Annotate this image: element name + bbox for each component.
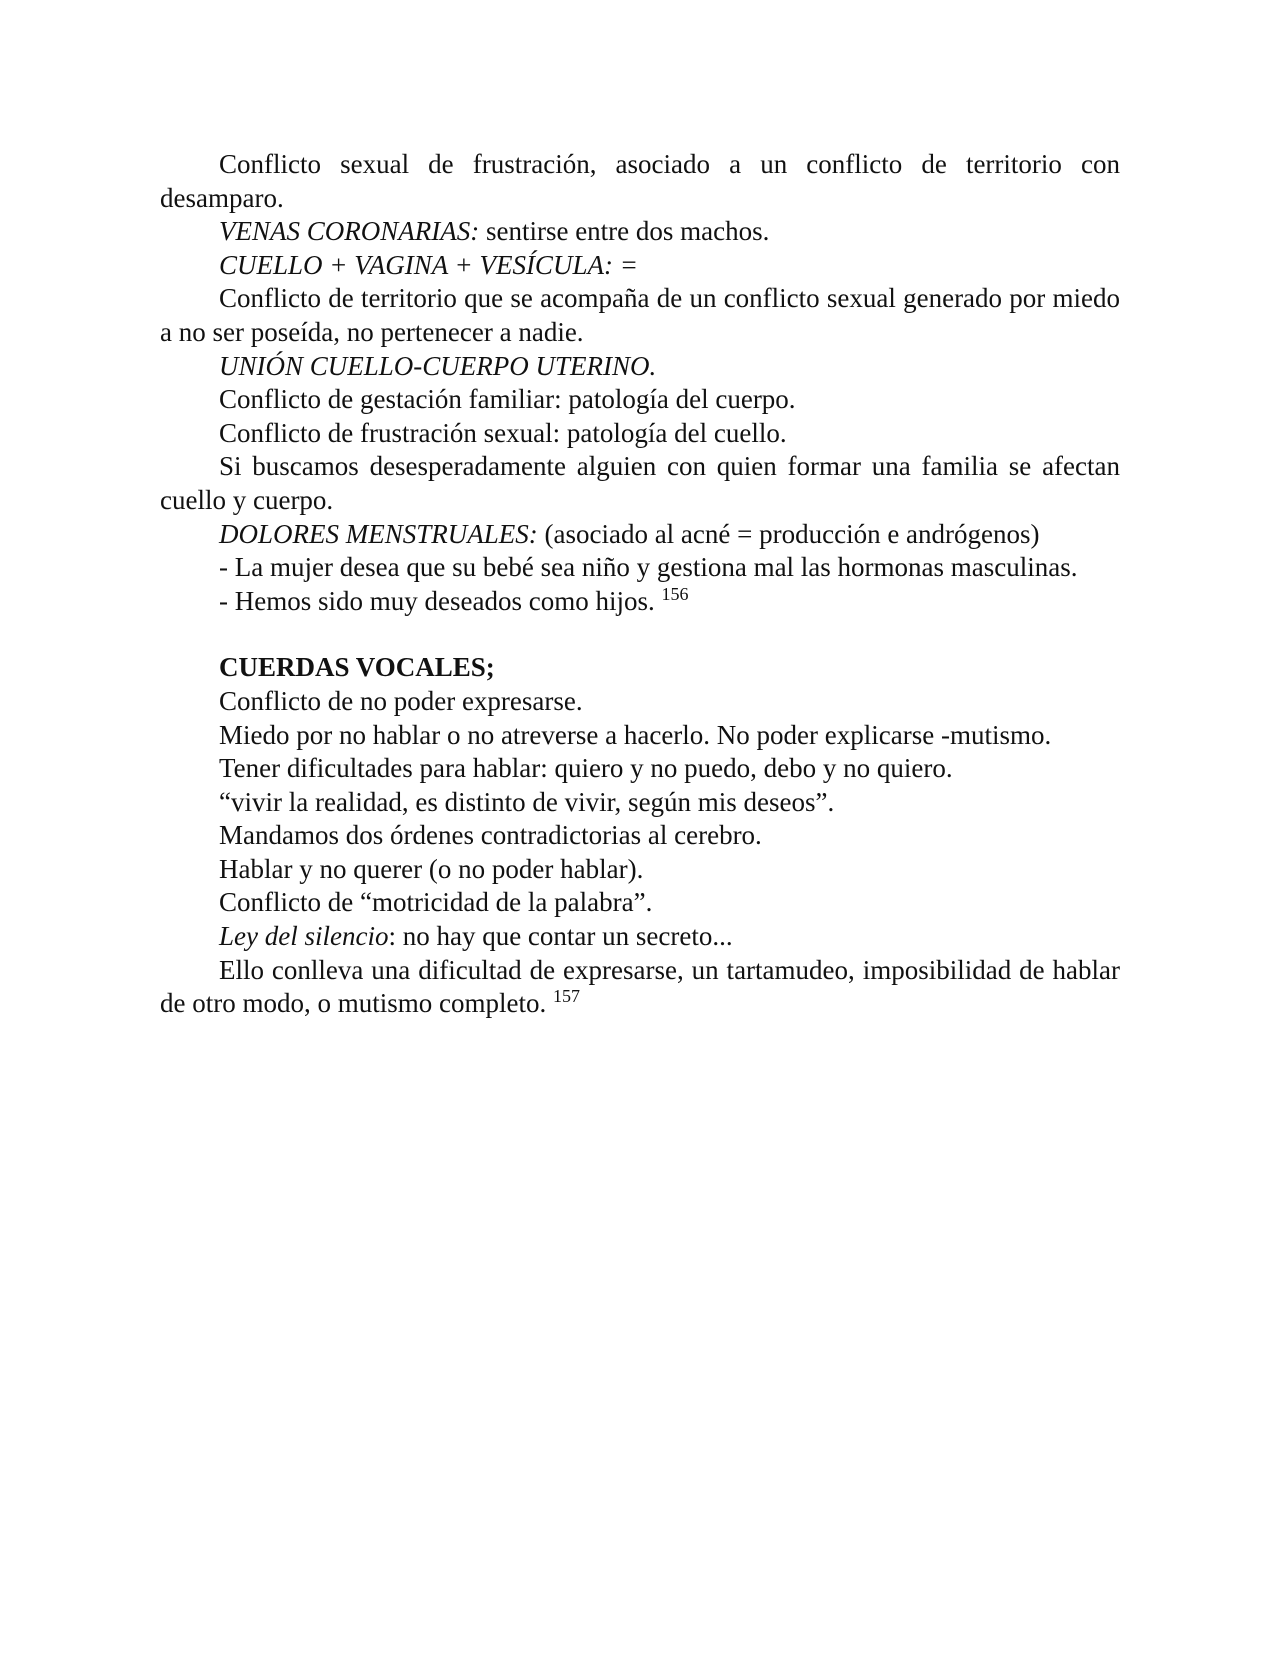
paragraph-text: Miedo por no hablar o no atreverse a hacerlo. No poder explicarse -mutismo. [219,719,1052,750]
paragraph-text: - La mujer desea que su bebé sea niño y gestiona mal las hormonas masculinas. [219,552,1078,583]
paragraph-text: Hablar y no querer (o no poder hablar). [219,853,644,884]
paragraph-text: Conflicto de territorio que se acompaña de un conflicto sexual generado por miedo a no ser poseída, no pertenecer a nadie. [160,283,1120,347]
paragraph [160,551,1120,585]
footnote-ref[interactable]: 156 [661,583,689,604]
paragraph [160,752,1120,786]
italic-label: CUELLO + VAGINA + VESÍCULA: = [219,249,638,280]
paragraph-text: Conflicto de gestación familiar: patología del cuerpo. [219,384,796,415]
document-page [160,148,1120,1021]
paragraph-text: : no hay que contar un secreto... [388,921,733,952]
section-spacer [160,618,1120,651]
paragraph [160,585,1120,619]
paragraph [160,685,1120,719]
paragraph [160,450,1120,517]
paragraph [160,518,1120,552]
paragraph [160,417,1120,451]
paragraph [160,819,1120,853]
paragraph [160,920,1120,954]
italic-label: DOLORES MENSTRUALES: [219,518,538,549]
heading-text: CUERDAS VOCALES; [219,652,495,683]
paragraph-text: Conflicto de “motricidad de la palabra”. [219,887,653,918]
italic-label: VENAS CORONARIAS: [219,216,480,247]
paragraph-text: Si buscamos desesperadamente alguien con quien formar una familia se afectan cuello y cuerpo. [160,451,1120,515]
paragraph-text: (asociado al acné = producción e andrógenos) [537,518,1040,549]
paragraph-text: Tener dificultades para hablar: quiero y no puedo, debo y no quiero. [219,753,953,784]
paragraph-text: - Hemos sido muy deseados como hijos. [219,585,662,616]
paragraph [160,148,1120,215]
paragraph-text: Conflicto de no poder expresarse. [219,685,583,716]
paragraph-text: Conflicto de frustración sexual: patología del cuello. [219,417,787,448]
paragraph-text: sentirse entre dos machos. [479,216,770,247]
paragraph-text: Conflicto sexual de frustración, asociado a un conflicto de territorio con desamparo. [160,149,1120,213]
paragraph [160,719,1120,753]
paragraph [160,249,1120,283]
paragraph [160,215,1120,249]
footnote-ref[interactable]: 157 [552,986,580,1007]
italic-label: UNIÓN CUELLO-CUERPO UTERINO. [219,350,657,381]
paragraph [160,786,1120,820]
section-heading [160,651,1120,685]
paragraph-text: Ello conlleva una dificultad de expresarse, un tartamudeo, imposibilidad de hablar de otro modo, o mutismo completo. [160,954,1120,1019]
paragraph [160,954,1120,1021]
paragraph-text: Mandamos dos órdenes contradictorias al cerebro. [219,820,762,851]
paragraph [160,886,1120,920]
paragraph [160,853,1120,887]
paragraph [160,282,1120,349]
paragraph [160,350,1120,384]
paragraph-text: “vivir la realidad, es distinto de vivir, según mis deseos”. [219,786,835,817]
paragraph [160,383,1120,417]
italic-label: Ley del silencio [219,921,389,952]
